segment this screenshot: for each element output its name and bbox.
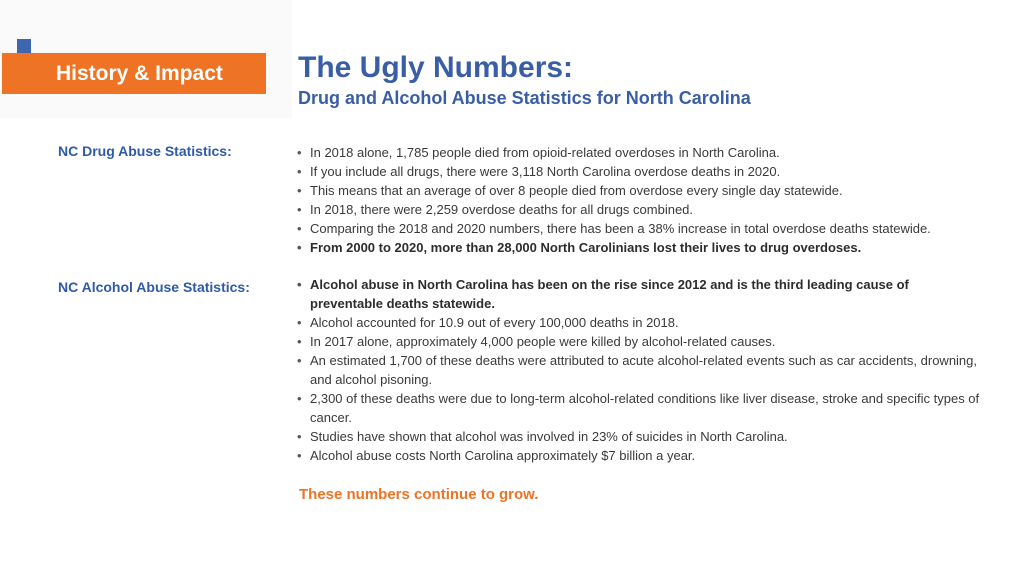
- drug-stats-list: [294, 143, 984, 257]
- list-item: • Comparing the 2018 and 2020 numbers, there has been a 38% increase in total overdose deaths statewide.: [294, 219, 984, 238]
- list-item: • In 2017 alone, approximately 4,000 people were killed by alcohol-related causes.: [294, 332, 984, 351]
- list-item: • Alcohol abuse in North Carolina has been on the rise since 2012 and is the third leading cause of preventable deaths statewide.: [294, 275, 984, 313]
- list-item: • In 2018, there were 2,259 overdose deaths for all drugs combined.: [294, 200, 984, 219]
- alcohol-stats-label: NC Alcohol Abuse Statistics:: [58, 279, 250, 295]
- page-title: The Ugly Numbers:: [298, 51, 574, 84]
- section-tab: History & Impact: [2, 53, 266, 94]
- list-item: • If you include all drugs, there were 3,118 North Carolina overdose deaths in 2020.: [294, 162, 984, 181]
- list-item: • Studies have shown that alcohol was involved in 23% of suicides in North Carolina.: [294, 427, 984, 446]
- list-item: • In 2018 alone, 1,785 people died from opioid-related overdoses in North Carolina.: [294, 143, 984, 162]
- list-item: • An estimated 1,700 of these deaths were attributed to acute alcohol-related events such as car accidents, drowning, and alcohol pisoning.: [294, 351, 984, 389]
- list-item: • 2,300 of these deaths were due to long-term alcohol-related conditions like liver disease, stroke and specific types of cancer.: [294, 389, 984, 427]
- page-subtitle: Drug and Alcohol Abuse Statistics for North Carolina: [298, 88, 751, 108]
- list-item: • This means that an average of over 8 people died from overdose every single day statewide.: [294, 181, 984, 200]
- list-item: • Alcohol accounted for 10.9 out of every 100,000 deaths in 2018.: [294, 313, 984, 332]
- drug-stats-label: NC Drug Abuse Statistics:: [58, 143, 232, 159]
- list-item: • From 2000 to 2020, more than 28,000 North Carolinians lost their lives to drug overdoses.: [294, 238, 984, 257]
- footer-note: These numbers continue to grow.: [299, 486, 539, 503]
- list-item: • Alcohol abuse costs North Carolina approximately $7 billion a year.: [294, 446, 984, 465]
- alcohol-stats-list: [294, 275, 984, 465]
